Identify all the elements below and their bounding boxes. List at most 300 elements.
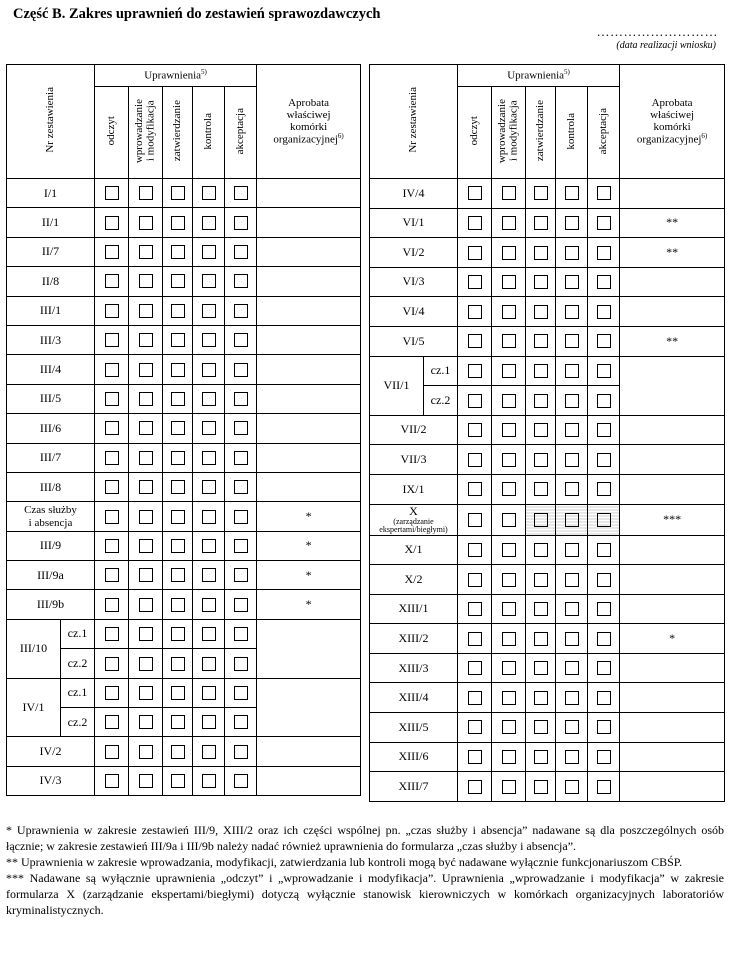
permission-checkbox[interactable] [139, 745, 153, 759]
aprobata-cell [257, 355, 361, 384]
permission-checkbox[interactable] [534, 275, 548, 289]
permission-checkbox[interactable] [234, 568, 248, 582]
permission-checkbox[interactable] [202, 392, 216, 406]
table-row [370, 179, 725, 209]
permission-checkbox[interactable] [171, 451, 185, 465]
checkbox-cell [492, 415, 526, 445]
table-row [7, 355, 361, 384]
permission-checkbox[interactable] [502, 750, 516, 764]
checkbox-cell [492, 594, 526, 624]
aprobata-cell [620, 535, 725, 565]
permission-checkbox[interactable] [105, 274, 119, 288]
permission-checkbox[interactable] [565, 780, 579, 794]
permission-checkbox[interactable] [171, 392, 185, 406]
permission-checkbox[interactable] [202, 363, 216, 377]
permission-checkbox[interactable] [202, 745, 216, 759]
permission-checkbox[interactable] [534, 334, 548, 348]
table-row [370, 445, 725, 475]
header-odczyt: odczyt [458, 87, 492, 179]
table-row [7, 296, 361, 325]
aprobata-cell [257, 443, 361, 472]
permission-checkbox[interactable] [468, 334, 482, 348]
permission-checkbox[interactable] [202, 657, 216, 671]
checkbox-cell [95, 179, 129, 208]
permission-checkbox[interactable] [468, 275, 482, 289]
permission-checkbox[interactable] [534, 573, 548, 587]
permission-checkbox[interactable] [202, 686, 216, 700]
permission-checkbox[interactable] [105, 333, 119, 347]
checkbox-cell [95, 472, 129, 501]
permission-checkbox[interactable] [597, 661, 611, 675]
permission-checkbox[interactable] [139, 245, 153, 259]
permission-checkbox[interactable] [534, 661, 548, 675]
permission-checkbox[interactable] [202, 715, 216, 729]
permission-checkbox[interactable] [597, 720, 611, 734]
permission-checkbox[interactable] [202, 451, 216, 465]
permission-checkbox[interactable] [234, 715, 248, 729]
permission-checkbox[interactable] [202, 510, 216, 524]
permission-checkbox[interactable] [468, 423, 482, 437]
permission-checkbox[interactable] [202, 480, 216, 494]
permission-checkbox[interactable] [234, 657, 248, 671]
checkbox-cell [129, 561, 163, 590]
permission-checkbox[interactable] [468, 305, 482, 319]
permission-checkbox[interactable] [139, 627, 153, 641]
permission-checkbox[interactable] [565, 513, 579, 527]
permission-checkbox[interactable] [534, 305, 548, 319]
table-row [7, 208, 361, 237]
checkbox-cell [526, 594, 556, 624]
checkbox-cell [556, 386, 588, 416]
permission-checkbox[interactable] [234, 745, 248, 759]
permission-checkbox[interactable] [534, 216, 548, 230]
permission-checkbox[interactable] [105, 539, 119, 553]
permission-checkbox[interactable] [565, 720, 579, 734]
checkbox-cell [526, 772, 556, 802]
permission-checkbox[interactable] [171, 274, 185, 288]
permission-checkbox[interactable] [105, 451, 119, 465]
permission-checkbox[interactable] [502, 275, 516, 289]
permission-checkbox[interactable] [171, 421, 185, 435]
permission-checkbox[interactable] [139, 304, 153, 318]
permission-checkbox[interactable] [105, 774, 119, 788]
aprobata-cell: ** [620, 208, 725, 238]
checkbox-cell [556, 772, 588, 802]
permission-checkbox[interactable] [139, 333, 153, 347]
permission-checkbox[interactable] [139, 510, 153, 524]
permission-checkbox[interactable] [105, 363, 119, 377]
permission-checkbox[interactable] [171, 568, 185, 582]
permission-checkbox[interactable] [171, 363, 185, 377]
row-number: III/10 [7, 619, 61, 678]
permission-checkbox[interactable] [234, 421, 248, 435]
table-row [7, 766, 361, 795]
permission-checkbox[interactable] [565, 216, 579, 230]
permission-checkbox[interactable] [468, 394, 482, 408]
permission-checkbox[interactable] [597, 423, 611, 437]
aprobata-cell [620, 415, 725, 445]
checkbox-cell [163, 325, 193, 354]
permission-checkbox[interactable] [597, 513, 611, 527]
permission-checkbox[interactable] [565, 186, 579, 200]
checkbox-cell [225, 325, 257, 354]
permission-checkbox[interactable] [139, 216, 153, 230]
permission-checkbox[interactable] [105, 510, 119, 524]
checkbox-cell [193, 766, 225, 795]
permission-checkbox[interactable] [139, 657, 153, 671]
checkbox-cell [225, 708, 257, 737]
permission-checkbox[interactable] [234, 539, 248, 553]
permission-checkbox[interactable] [139, 186, 153, 200]
checkbox-cell [225, 561, 257, 590]
permission-checkbox[interactable] [534, 453, 548, 467]
permission-checkbox[interactable] [597, 334, 611, 348]
permission-checkbox[interactable] [171, 510, 185, 524]
permission-checkbox[interactable] [139, 480, 153, 494]
permission-checkbox[interactable] [534, 394, 548, 408]
permission-checkbox[interactable] [502, 632, 516, 646]
permission-checkbox[interactable] [597, 780, 611, 794]
header-zatwierdzanie: zatwierdzanie [163, 87, 193, 179]
permission-checkbox[interactable] [597, 275, 611, 289]
permission-checkbox[interactable] [468, 602, 482, 616]
row-number: IV/1 [7, 678, 61, 737]
permission-checkbox[interactable] [171, 657, 185, 671]
permission-checkbox[interactable] [234, 686, 248, 700]
permission-checkbox[interactable] [565, 691, 579, 705]
checkbox-cell [129, 766, 163, 795]
permission-checkbox[interactable] [468, 720, 482, 734]
permission-checkbox[interactable] [534, 482, 548, 496]
permission-checkbox[interactable] [534, 602, 548, 616]
permission-checkbox[interactable] [597, 602, 611, 616]
permission-checkbox[interactable] [202, 421, 216, 435]
permission-checkbox[interactable] [105, 627, 119, 641]
permission-checkbox[interactable] [468, 543, 482, 557]
permission-checkbox[interactable] [534, 632, 548, 646]
permission-checkbox[interactable] [534, 750, 548, 764]
permission-checkbox[interactable] [202, 774, 216, 788]
checkbox-cell [556, 267, 588, 297]
table-row [370, 535, 725, 565]
permission-checkbox[interactable] [468, 661, 482, 675]
permission-checkbox[interactable] [139, 686, 153, 700]
permission-checkbox[interactable] [234, 451, 248, 465]
permission-checkbox[interactable] [534, 780, 548, 794]
checkbox-cell [458, 535, 492, 565]
aprobata-cell [257, 267, 361, 296]
permission-checkbox[interactable] [105, 568, 119, 582]
checkbox-cell [556, 238, 588, 268]
permission-checkbox[interactable] [565, 246, 579, 260]
permission-checkbox[interactable] [534, 246, 548, 260]
permission-checkbox[interactable] [171, 480, 185, 494]
table-row [7, 443, 361, 472]
permission-checkbox[interactable] [502, 573, 516, 587]
permission-checkbox[interactable] [171, 304, 185, 318]
permission-checkbox[interactable] [597, 543, 611, 557]
permission-checkbox[interactable] [565, 394, 579, 408]
permission-checkbox[interactable] [171, 627, 185, 641]
permission-checkbox[interactable] [105, 686, 119, 700]
permission-checkbox[interactable] [597, 750, 611, 764]
permission-checkbox[interactable] [502, 186, 516, 200]
permission-checkbox[interactable] [597, 364, 611, 378]
permission-checkbox[interactable] [565, 543, 579, 557]
checkbox-cell [163, 737, 193, 766]
permission-checkbox[interactable] [565, 275, 579, 289]
permission-checkbox[interactable] [565, 482, 579, 496]
permission-checkbox[interactable] [139, 715, 153, 729]
checkbox-cell [492, 445, 526, 475]
checkbox-cell [556, 326, 588, 356]
permission-checkbox[interactable] [171, 245, 185, 259]
permission-checkbox[interactable] [597, 691, 611, 705]
permission-checkbox[interactable] [234, 510, 248, 524]
permission-checkbox[interactable] [468, 513, 482, 527]
permission-checkbox[interactable] [534, 513, 548, 527]
permission-checkbox[interactable] [468, 216, 482, 230]
permission-checkbox[interactable] [105, 745, 119, 759]
checkbox-cell [95, 296, 129, 325]
permission-checkbox[interactable] [202, 274, 216, 288]
permission-checkbox[interactable] [597, 186, 611, 200]
checkbox-cell [588, 386, 620, 416]
table-row [7, 384, 361, 413]
permission-checkbox[interactable] [565, 661, 579, 675]
permission-checkbox[interactable] [105, 657, 119, 671]
checkbox-cell [129, 619, 163, 648]
checkbox-cell [526, 386, 556, 416]
permission-checkbox[interactable] [139, 421, 153, 435]
table-row [370, 415, 725, 445]
checkbox-cell [526, 238, 556, 268]
permission-checkbox[interactable] [171, 686, 185, 700]
permission-checkbox[interactable] [597, 482, 611, 496]
checkbox-cell [588, 653, 620, 683]
permission-checkbox[interactable] [565, 423, 579, 437]
permission-checkbox[interactable] [534, 186, 548, 200]
aprobata-cell [257, 296, 361, 325]
checkbox-cell [193, 296, 225, 325]
permission-checkbox[interactable] [105, 598, 119, 612]
permission-checkbox[interactable] [502, 780, 516, 794]
permission-checkbox[interactable] [171, 186, 185, 200]
permission-checkbox[interactable] [534, 691, 548, 705]
permission-checkbox[interactable] [597, 453, 611, 467]
checkbox-cell [129, 179, 163, 208]
permission-checkbox[interactable] [565, 364, 579, 378]
checkbox-cell [492, 356, 526, 386]
permission-checkbox[interactable] [597, 246, 611, 260]
checkbox-cell [193, 237, 225, 266]
checkbox-cell [588, 474, 620, 504]
checkbox-cell [193, 208, 225, 237]
row-number: II/1 [7, 208, 95, 237]
permission-checkbox[interactable] [234, 627, 248, 641]
checkbox-cell [458, 238, 492, 268]
permission-checkbox[interactable] [468, 246, 482, 260]
permission-checkbox[interactable] [139, 363, 153, 377]
permission-checkbox[interactable] [502, 364, 516, 378]
permission-checkbox[interactable] [502, 543, 516, 557]
checkbox-cell [458, 267, 492, 297]
permission-checkbox[interactable] [468, 573, 482, 587]
row-number: IV/3 [7, 766, 95, 795]
permission-checkbox[interactable] [534, 720, 548, 734]
permission-checkbox[interactable] [139, 598, 153, 612]
permission-checkbox[interactable] [502, 661, 516, 675]
aprobata-cell [257, 737, 361, 766]
permission-checkbox[interactable] [502, 453, 516, 467]
permission-checkbox[interactable] [502, 482, 516, 496]
permission-checkbox[interactable] [202, 627, 216, 641]
row-number: II/8 [7, 267, 95, 296]
footnote-3: *** Nadawane są wyłącznie uprawnienia „odczyt” i „wprowadzanie i modyfikacja”. Uprawnienia „wprowadzanie i modyfikacja” w zakresie formularza X (zarządzanie ekspertami/biegłymi) dotyczą wyłącznie stanowisk kierowniczych w komórkach organizacyjnych laboratoriów kryminalistycznych. [6, 871, 724, 917]
table-row [7, 737, 361, 766]
permission-checkbox[interactable] [139, 568, 153, 582]
permission-checkbox[interactable] [139, 392, 153, 406]
permission-checkbox[interactable] [565, 453, 579, 467]
checkbox-cell [588, 415, 620, 445]
date-caption: (data realizacji wniosku) [616, 40, 716, 51]
permission-checkbox[interactable] [565, 573, 579, 587]
permission-checkbox[interactable] [468, 364, 482, 378]
permission-checkbox[interactable] [234, 304, 248, 318]
permission-checkbox[interactable] [565, 334, 579, 348]
permission-checkbox[interactable] [468, 186, 482, 200]
permission-checkbox[interactable] [234, 216, 248, 230]
permission-checkbox[interactable] [502, 216, 516, 230]
permission-checkbox[interactable] [468, 482, 482, 496]
permission-checkbox[interactable] [502, 423, 516, 437]
permission-checkbox[interactable] [105, 216, 119, 230]
table-row [7, 472, 361, 501]
permission-checkbox[interactable] [234, 186, 248, 200]
permission-checkbox[interactable] [502, 394, 516, 408]
permission-checkbox[interactable] [105, 186, 119, 200]
permission-checkbox[interactable] [502, 691, 516, 705]
checkbox-cell [225, 443, 257, 472]
checkbox-cell [95, 619, 129, 648]
permission-checkbox[interactable] [234, 598, 248, 612]
permission-checkbox[interactable] [139, 274, 153, 288]
checkbox-cell [556, 297, 588, 327]
permission-checkbox[interactable] [171, 539, 185, 553]
permission-checkbox[interactable] [202, 245, 216, 259]
permission-checkbox[interactable] [105, 421, 119, 435]
permission-checkbox[interactable] [171, 598, 185, 612]
permission-checkbox[interactable] [139, 774, 153, 788]
permission-checkbox[interactable] [565, 632, 579, 646]
table-row [7, 179, 361, 208]
permission-checkbox[interactable] [202, 568, 216, 582]
permission-checkbox[interactable] [534, 543, 548, 557]
permission-checkbox[interactable] [202, 216, 216, 230]
permission-checkbox[interactable] [234, 274, 248, 288]
checkbox-cell [193, 267, 225, 296]
permission-checkbox[interactable] [202, 598, 216, 612]
permission-checkbox[interactable] [234, 774, 248, 788]
permission-checkbox[interactable] [534, 423, 548, 437]
permission-checkbox[interactable] [502, 602, 516, 616]
permission-checkbox[interactable] [234, 480, 248, 494]
permission-checkbox[interactable] [468, 453, 482, 467]
permission-checkbox[interactable] [171, 774, 185, 788]
checkbox-cell [193, 414, 225, 443]
permission-checkbox[interactable] [171, 745, 185, 759]
permission-checkbox[interactable] [565, 305, 579, 319]
permission-checkbox[interactable] [202, 186, 216, 200]
checkbox-cell [129, 443, 163, 472]
checkbox-cell [588, 565, 620, 595]
permission-checkbox[interactable] [105, 392, 119, 406]
permission-checkbox[interactable] [105, 245, 119, 259]
permission-checkbox[interactable] [502, 513, 516, 527]
checkbox-cell [526, 297, 556, 327]
permission-checkbox[interactable] [105, 304, 119, 318]
permission-checkbox[interactable] [202, 333, 216, 347]
checkbox-cell [492, 565, 526, 595]
permission-checkbox[interactable] [468, 750, 482, 764]
checkbox-cell [193, 708, 225, 737]
permission-checkbox[interactable] [171, 715, 185, 729]
permission-checkbox[interactable] [502, 720, 516, 734]
permission-checkbox[interactable] [597, 216, 611, 230]
permission-checkbox[interactable] [139, 451, 153, 465]
checkbox-cell [492, 238, 526, 268]
permission-checkbox[interactable] [468, 691, 482, 705]
permission-checkbox[interactable] [502, 305, 516, 319]
checkbox-cell [492, 386, 526, 416]
permission-checkbox[interactable] [105, 715, 119, 729]
checkbox-cell [526, 179, 556, 209]
permission-checkbox[interactable] [468, 780, 482, 794]
checkbox-cell [526, 713, 556, 743]
permission-checkbox[interactable] [171, 333, 185, 347]
table-row [7, 237, 361, 266]
permission-checkbox[interactable] [139, 539, 153, 553]
permission-checkbox[interactable] [534, 364, 548, 378]
checkbox-cell [129, 325, 163, 354]
row-number: III/8 [7, 472, 95, 501]
permission-checkbox[interactable] [105, 480, 119, 494]
permission-checkbox[interactable] [171, 216, 185, 230]
header-odczyt: odczyt [95, 87, 129, 179]
permission-checkbox[interactable] [597, 305, 611, 319]
permission-checkbox[interactable] [202, 304, 216, 318]
permission-checkbox[interactable] [234, 245, 248, 259]
checkbox-cell [458, 742, 492, 772]
checkbox-cell [556, 208, 588, 238]
permission-checkbox[interactable] [234, 333, 248, 347]
checkbox-cell [95, 590, 129, 619]
checkbox-cell [95, 737, 129, 766]
aprobata-cell [257, 208, 361, 237]
permission-checkbox[interactable] [502, 246, 516, 260]
permission-checkbox[interactable] [565, 602, 579, 616]
permission-checkbox[interactable] [234, 392, 248, 406]
permission-checkbox[interactable] [234, 363, 248, 377]
permission-checkbox[interactable] [597, 573, 611, 587]
permission-checkbox[interactable] [597, 394, 611, 408]
permission-checkbox[interactable] [202, 539, 216, 553]
row-number: X/1 [370, 535, 458, 565]
permission-checkbox[interactable] [565, 750, 579, 764]
permission-checkbox[interactable] [468, 632, 482, 646]
permission-checkbox[interactable] [502, 334, 516, 348]
permission-checkbox[interactable] [597, 632, 611, 646]
